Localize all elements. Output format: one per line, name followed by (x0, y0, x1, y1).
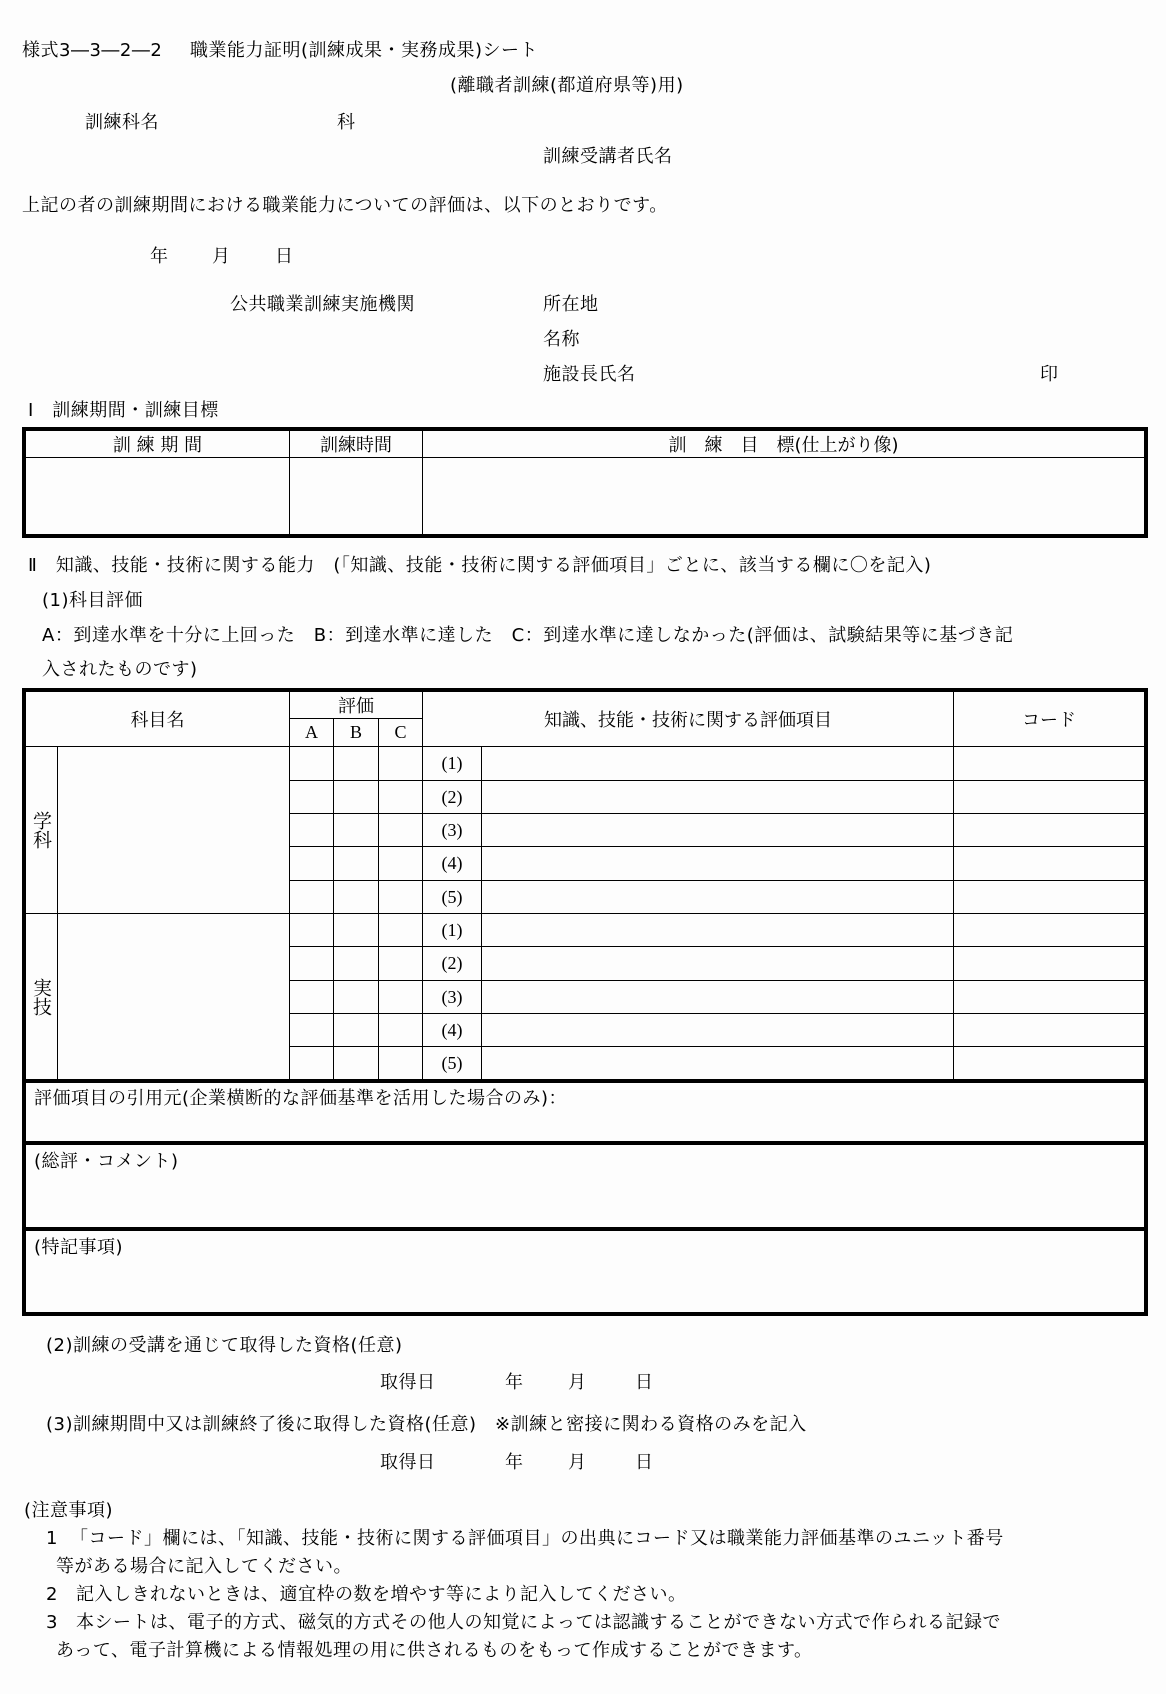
training-hours-field[interactable] (290, 458, 421, 534)
row-number: (5) (441, 886, 463, 907)
special-notes-field[interactable] (26, 1261, 1144, 1311)
col-rating-b: B (349, 722, 362, 742)
address-label: 所在地 (543, 294, 599, 315)
seal-mark: 印 (1040, 364, 1059, 385)
evaluation-statement: 上記の者の訓練期間における職業能力についての評価は、以下のとおりです。 (22, 195, 668, 216)
acquired-date-label: 取得日 (380, 1452, 436, 1473)
col-subject-name: 科目名 (130, 710, 185, 731)
rating-cells-area[interactable] (290, 747, 422, 1080)
note-text-cont: 等がある場合に記入してください。 (56, 1556, 352, 1577)
issue-date-day: 日 (275, 246, 294, 267)
note-number: 2 (46, 1584, 58, 1605)
code-cells-area[interactable] (954, 747, 1144, 1080)
note-text: 「コード」欄には、「知識、技能・技術に関する評価項目」の出典にコード又は職業能力評価基準のユニット番号 (70, 1528, 1004, 1549)
col-evaluation-items: 知識、技能・技術に関する評価項目 (544, 710, 832, 731)
acquired-date-month: 月 (568, 1372, 587, 1393)
form-number: 様式3―3―2―2 (22, 40, 163, 61)
qualification-after-training-heading: (3)訓練期間中又は訓練終了後に取得した資格(任意) ※訓練と密接に関わる資格のみを記入 (46, 1414, 807, 1435)
note-text: 本シートは、電子的方式、磁気的方式その他人の知覚によっては認識することができない方式で作られる記録で (76, 1612, 1001, 1633)
col-training-goal: 訓 練 目 標(仕上がり像) (668, 435, 899, 456)
training-goal-field[interactable] (423, 458, 1144, 534)
institution-label: 公共職業訓練実施機関 (230, 294, 415, 315)
citation-field[interactable] (26, 1112, 1144, 1140)
row-number: (5) (441, 1053, 463, 1073)
col-rating-a: A (305, 722, 318, 742)
notes-heading: (注意事項) (24, 1500, 114, 1521)
section2-heading: Ⅱ 知識、技能・技術に関する能力 (「知識、技能・技術に関する評価項目」ごとに、該当する欄に〇を記入) (28, 555, 932, 576)
row-number: (1) (441, 919, 463, 940)
section1-heading: Ⅰ 訓練期間・訓練目標 (28, 400, 219, 421)
row-number: (2) (441, 953, 463, 973)
qualification-3-date-field[interactable] (450, 1446, 660, 1474)
citation-label: 評価項目の引用元(企業横断的な評価基準を活用した場合のみ)： (34, 1088, 568, 1109)
document-subtitle: (離職者訓練(都道府県等)用) (450, 75, 684, 96)
institution-name-field[interactable] (600, 322, 1135, 350)
col-training-hours: 訓練時間 (320, 435, 392, 456)
note-number: 3 (46, 1612, 58, 1633)
issue-date-field[interactable] (100, 240, 300, 268)
group-label-academic: 学科 (30, 811, 52, 849)
row-number: (3) (441, 819, 463, 840)
institution-name-label: 名称 (543, 329, 580, 350)
row-number: (2) (441, 786, 463, 807)
comment-field[interactable] (26, 1175, 1144, 1225)
evaluation-item-cells-area[interactable] (482, 747, 953, 1080)
course-name-label: 訓練科名 (85, 112, 159, 133)
row-number: (3) (441, 986, 463, 1007)
acquired-date-day: 日 (635, 1372, 654, 1393)
issue-date-month: 月 (212, 246, 231, 267)
course-name-field[interactable] (180, 108, 330, 136)
training-period-field[interactable] (26, 458, 288, 534)
issue-date-year: 年 (150, 246, 169, 267)
practical-subject-name-field[interactable] (58, 914, 289, 1080)
director-name-label: 施設長氏名 (543, 364, 636, 385)
note-text: 記入しきれないときは、適宜枠の数を増やす等により記入してください。 (76, 1584, 687, 1605)
row-number: (4) (441, 853, 463, 873)
acquired-date-day: 日 (635, 1452, 654, 1473)
row-number: (1) (441, 753, 463, 773)
acquired-date-label: 取得日 (380, 1372, 436, 1393)
document-title: 職業能力証明(訓練成果・実務成果)シート (190, 40, 539, 61)
course-suffix: 科 (337, 112, 356, 133)
col-rating-c: C (394, 722, 407, 742)
qualification-2-date-field[interactable] (450, 1366, 660, 1394)
note-number: 1 (46, 1528, 58, 1549)
note-text-cont: あって、電子計算機による情報処理の用に供されるものをもって作成することができます。 (56, 1640, 813, 1661)
row-number: (4) (441, 1019, 463, 1040)
academic-subject-name-field[interactable] (58, 747, 289, 913)
acquired-date-year: 年 (505, 1372, 524, 1393)
comment-label: (総評・コメント) (34, 1151, 179, 1172)
address-field[interactable] (615, 288, 1135, 316)
acquired-date-year: 年 (505, 1452, 524, 1473)
col-training-period: 訓 練 期 間 (112, 435, 203, 456)
director-name-field[interactable] (655, 358, 1035, 386)
special-notes-label: (特記事項) (34, 1237, 124, 1258)
subject-evaluation-heading: (1)科目評価 (42, 590, 143, 611)
trainee-name-label: 訓練受講者氏名 (543, 146, 673, 167)
qualification-during-training-heading: (2)訓練の受講を通じて取得した資格(任意) (46, 1335, 403, 1356)
rating-legend-line1: A：到達水準を十分に上回った B：到達水準に達した C：到達水準に達しなかった(評価は、試験結果等に基づき記 (42, 625, 1014, 646)
trainee-name-field[interactable] (695, 140, 1135, 168)
col-code: コード (1022, 710, 1076, 731)
acquired-date-month: 月 (568, 1452, 587, 1473)
col-rating: 評価 (338, 696, 374, 717)
rating-legend-line2: 入されたものです) (42, 659, 198, 680)
group-label-practical: 実技 (30, 978, 52, 1016)
